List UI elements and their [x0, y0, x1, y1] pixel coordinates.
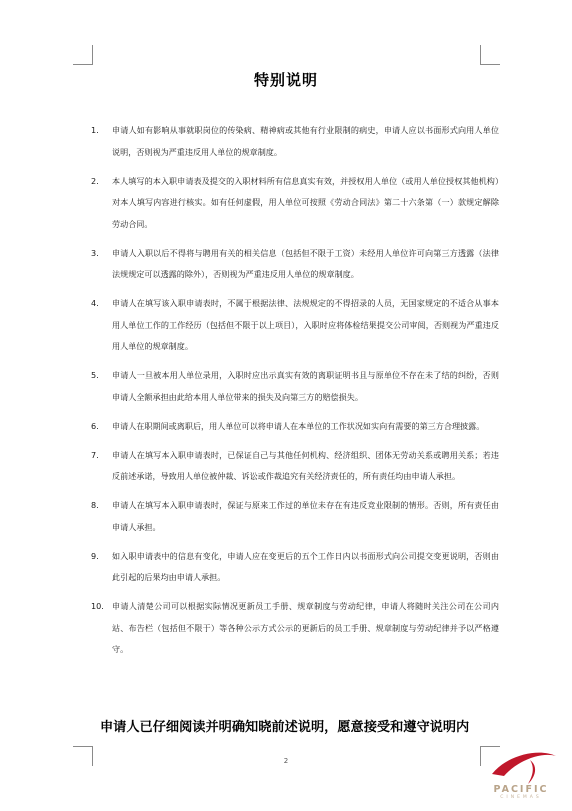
- item-number: 5.: [91, 370, 99, 380]
- item-text: 申请人在填写该入职申请表时，不属于根据法律、法规规定的不得招录的人员，无国家规定的不适合从事本用人单位工作的工作经历（包括但不限于以上项目），入职时应将体检结果提交公司审阅，否则视为严重违反用人单位的规章制度。: [112, 298, 499, 351]
- page-title: 特别说明: [253, 71, 318, 89]
- item-text: 申请人在填写本入职申请表时，已保证自己与其他任何机构、经济组织、团体无劳动关系或聘用关系；若违反前述承诺，导致用人单位被仲裁、诉讼或作裁追究有关经济责任的，所有责任均由申请人承担。: [112, 449, 499, 481]
- logo-swoosh-icon: [478, 744, 564, 786]
- list-item: [91, 445, 499, 488]
- item-text: 申请人清楚公司可以根据实际情况更新员工手册、规章制度与劳动纪律，申请人将随时关注公司在公司内站、布告栏（包括但不限于）等各种公示方式公示的更新后的员工手册、规章制度与劳动纪律并予以严格遵守。: [112, 601, 499, 654]
- item-text: 申请人入职以后不得将与聘用有关的相关信息（包括但不限于工资）未经用人单位许可向第三方透露（法律法规规定可以透露的除外），否则视为严重违反用人单位的规章制度。: [112, 247, 499, 279]
- item-number: 8.: [91, 500, 99, 510]
- item-number: 1.: [91, 125, 99, 135]
- logo-swoosh-shape: [492, 753, 556, 776]
- list-item: [91, 120, 499, 163]
- item-number: 7.: [91, 449, 99, 460]
- list-item: [91, 546, 499, 589]
- item-number: 3.: [91, 247, 99, 258]
- item-text: 本人填写的本入职申请表及提交的入职材料所有信息真实有效，并授权用人单位（或用人单位授权其他机构）对本人填写内容进行核实。如有任何虚假，用人单位可按照《劳动合同法》第二十六条第（一）款规定解除劳动合同。: [112, 175, 499, 229]
- item-text: 申请人在职期间或离职后，用人单位可以将申请人在本单位的工作状况如实向有需要的第三方合理披露。: [112, 420, 485, 431]
- notice-list: [91, 120, 499, 668]
- logo-wordmark: PACIFIC: [493, 784, 549, 795]
- list-item: [91, 416, 499, 438]
- list-item: [91, 495, 499, 538]
- item-number: 4.: [91, 298, 99, 308]
- item-number: 6.: [91, 420, 99, 431]
- list-item: [91, 293, 499, 358]
- item-text: 申请人在填写本入职申请表时，保证与原来工作过的单位未存在有违反竞业限制的情形。否则，所有责任由申请人承担。: [112, 500, 499, 532]
- list-item: [91, 365, 499, 408]
- crop-mark-top-right-horizontal: [480, 64, 500, 65]
- closing-statement: 申请人已仔细阅读并明确知晓前述说明，愿意接受和遵守说明内: [100, 720, 470, 735]
- item-number: 10.: [91, 601, 104, 611]
- item-number: 9.: [91, 550, 99, 561]
- item-number: 2.: [91, 175, 99, 186]
- logo-swoosh-tail: [528, 760, 535, 784]
- logo-subtext: CINEMAS: [500, 795, 542, 800]
- list-item: [91, 243, 499, 286]
- item-text: 申请人一旦被本用人单位录用，入职时应出示真实有效的离职证明书且与原单位不存在未了结的纠纷，否则申请人全额承担由此给本用人单位带来的损失及向第三方的赔偿损失。: [112, 370, 499, 402]
- crop-mark-top-left-horizontal: [73, 64, 93, 65]
- page-number: 2: [283, 757, 289, 765]
- crop-mark-top-left-vertical: [92, 45, 93, 64]
- crop-mark-bottom-left-horizontal: [73, 746, 93, 747]
- item-text: 申请人如有影响从事就职岗位的传染病、精神病或其他有行业限制的病史，申请人应以书面形式向用人单位说明，否则视为严重违反用人单位的规章制度。: [112, 125, 499, 157]
- list-item: [91, 596, 499, 661]
- list-item: [91, 171, 499, 236]
- pacific-cinemas-logo: [478, 744, 564, 802]
- item-text: 如入职申请表中的信息有变化，申请人应在变更后的五个工作日内以书面形式向公司提交变更说明，否则由此引起的后果均由申请人承担。: [112, 550, 499, 582]
- crop-mark-top-right-vertical: [480, 45, 481, 64]
